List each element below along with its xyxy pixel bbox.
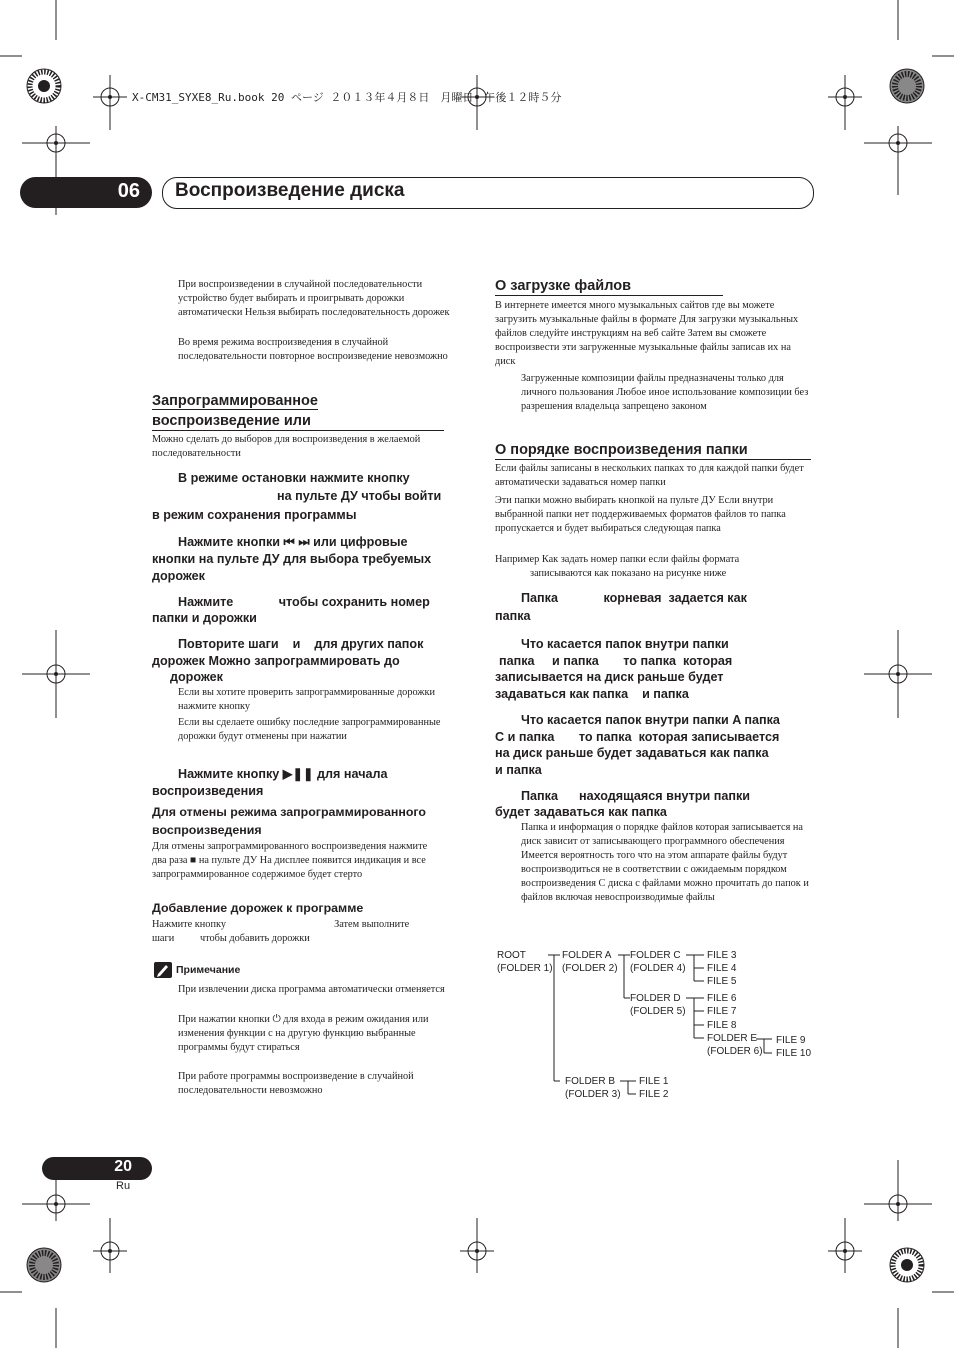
order-heading: О порядке воспроизведения папки: [495, 441, 811, 460]
order-paragraph-2: Эти папки можно выбирать кнопкой на пульте ДУ Если внутри выбранной папки нет поддерживаемых форматов файлов то папка пропускается и будет выбираться следующая папка: [495, 495, 786, 534]
step2-line2: кнопки на пульте ДУ для выбора требуемых: [152, 552, 432, 566]
tree-folder-c: FOLDER C (FOLDER 4): [630, 950, 686, 974]
order-paragraph-3-line2: записываются как показано на рисунке ниже: [530, 568, 727, 579]
programmed-intro: Можно сделать до выборов для воспроизведения в желаемой последовательности: [152, 434, 421, 459]
tree-folder-b: FOLDER B (FOLDER 3): [565, 1076, 621, 1100]
bullet2-line4: задаваться как папка и папка: [495, 687, 689, 701]
chapter-number-badge: [20, 177, 152, 208]
random-note-1: При воспроизведении в случайной последовательности устройство будет выбирать и проигрывать дорожки автоматически Нельзя выбирать последовательность дорожек: [178, 279, 450, 318]
tree-file-5: FILE 5: [707, 976, 737, 987]
step2-line1: Нажмите кнопки ⏮ ⏭ или цифровые: [178, 535, 408, 549]
page-number: 20: [114, 1158, 132, 1175]
step4-line1: Повторите шаги и для других папок: [178, 637, 424, 651]
bullet3-line2: C и папка то папка которая записывается: [495, 730, 780, 744]
tree-file-7: FILE 7: [707, 1006, 737, 1017]
tree-file-3: FILE 3: [707, 950, 737, 961]
chapter-title-frame: [162, 177, 814, 209]
chapter-number: 06: [117, 180, 140, 202]
download-text: В интернете имеется много музыкальных сайтов где вы можете загрузить музыкальные файлы в формате Для загрузки музыкальных файлов следуйте инструкциям на веб сайте Затем вы сможете воспроизвести эти загруженные музыкальные файлы записав их на диск: [495, 300, 799, 367]
bullet1-line1: Папка корневая задается как: [521, 591, 747, 605]
tree-file-4: FILE 4: [707, 963, 737, 974]
step3-line2: папки и дорожки: [152, 611, 257, 625]
tree-file-6: FILE 6: [707, 993, 737, 1004]
chapter-title: Воспроизведение диска: [175, 180, 405, 201]
step1-line1: В режиме остановки нажмите кнопку: [178, 471, 410, 485]
tree-folder-a: FOLDER A (FOLDER 2): [562, 950, 618, 974]
step1-line2: на пульте ДУ чтобы войти: [277, 489, 442, 503]
step4-line3: дорожек: [170, 670, 223, 684]
tree-file-1: FILE 1: [639, 1076, 669, 1087]
bullet2-line2: папка и папка то папка которая: [499, 654, 733, 668]
cancel-text: Для отмены запрограммированного воспроизведения нажмите два раза ■ на пульте ДУ На дисплее появится индикация и все запрограммированное содержимое будет стерто: [152, 841, 428, 880]
bullet3-line1: Что касается папок внутри папки A папка: [521, 713, 780, 727]
cancel-heading: Для отмены режима запрограммированного воспроизведения: [152, 805, 426, 837]
step5-line2: воспроизведения: [152, 784, 264, 798]
programmed-heading-line2: воспроизведение или: [152, 412, 444, 431]
tree-file-8: FILE 8: [707, 1020, 737, 1031]
tree-file-9: FILE 9: [776, 1035, 806, 1046]
bullet2-line1: Что касается папок внутри папки: [521, 637, 729, 651]
step3-line1: Нажмите чтобы сохранить номер: [178, 595, 430, 609]
download-heading: О загрузке файлов: [495, 277, 723, 296]
tree-folder-d: FOLDER D (FOLDER 5): [630, 993, 686, 1017]
step2-line3: дорожек: [152, 569, 205, 583]
bullet3-line4: и папка: [495, 763, 542, 777]
add-text-line1: Нажмите кнопку Затем выполните: [152, 919, 410, 930]
bullet4-note: Папка и информация о порядке файлов которая записывается на диск зависит от записывающего программного обеспечения Имеется вероятность того что на этом аппарате файлы будут воспроизводиться не в соответствии с ожидаемым порядком воспроизведения С диска с файлами можно прочитать до папок и файлов включая невоспроизводимые файлы: [521, 822, 809, 903]
bullet2-line3: записывается на диск раньше будет: [495, 670, 724, 684]
tree-folder-e: FOLDER E (FOLDER 6): [707, 1033, 763, 1057]
step4-note-1: Если вы хотите проверить запрограммированные дорожки нажмите кнопку: [178, 687, 435, 712]
page-language: Ru: [116, 1180, 131, 1192]
tree-file-10: FILE 10: [776, 1048, 812, 1059]
order-paragraph-1: Если файлы записаны в нескольких папках то для каждой папки будет автоматически задаваться номер папки: [495, 463, 804, 488]
random-note-2: Во время режима воспроизведения в случайной последовательности повторное воспроизведение невозможно: [178, 337, 448, 362]
step4-line2: дорожек Можно запрограммировать до: [152, 654, 400, 668]
note-label: Примечание: [176, 964, 241, 976]
step4-note-2: Если вы сделаете ошибку последние запрограммированные дорожки будут отменены при нажатии: [178, 717, 441, 742]
tree-file-2: FILE 2: [639, 1089, 669, 1100]
bullet4-line2: будет задаваться как папка: [495, 805, 667, 819]
bullet3-line3: на диск раньше будет задаваться как папка: [495, 746, 769, 760]
print-header: X-CM31_SYXE8_Ru.book 20 ページ ２０１３年４月８日 月曜日 午後１２時５分: [132, 91, 562, 104]
note-1: При извлечении диска программа автоматически отменяется: [178, 984, 445, 995]
download-note: Загруженные композиции файлы предназначены только для личного пользования Любое иное использование композиции без разрешения владельца запрещено законом: [521, 373, 809, 412]
order-paragraph-3-line1: Например Как задать номер папки если файлы формата: [495, 554, 740, 565]
bullet1-line2: папка: [495, 609, 531, 623]
bullet4-line1: Папка находящаяся внутри папки: [521, 789, 750, 803]
note-3: При работе программы воспроизведение в случайной последовательности невозможно: [178, 1071, 414, 1096]
note-pencil-icon: [154, 962, 172, 978]
add-heading: Добавление дорожек к программе: [152, 901, 364, 915]
step5-line1: Нажмите кнопку ▶❚❚ для начала: [178, 767, 388, 781]
step1-line3: в режим сохранения программы: [152, 508, 357, 522]
programmed-heading-line1: Запрограммированное: [152, 393, 318, 409]
note-2: При нажатии кнопки ⏻ для входа в режим ожидания или изменения функции с на другую функцию выбранные программы будут стираться: [178, 1014, 429, 1053]
tree-root: ROOT (FOLDER 1): [497, 950, 553, 974]
add-text-line2: шаги чтобы добавить дорожки: [152, 933, 310, 944]
page-number-badge: [42, 1157, 152, 1180]
